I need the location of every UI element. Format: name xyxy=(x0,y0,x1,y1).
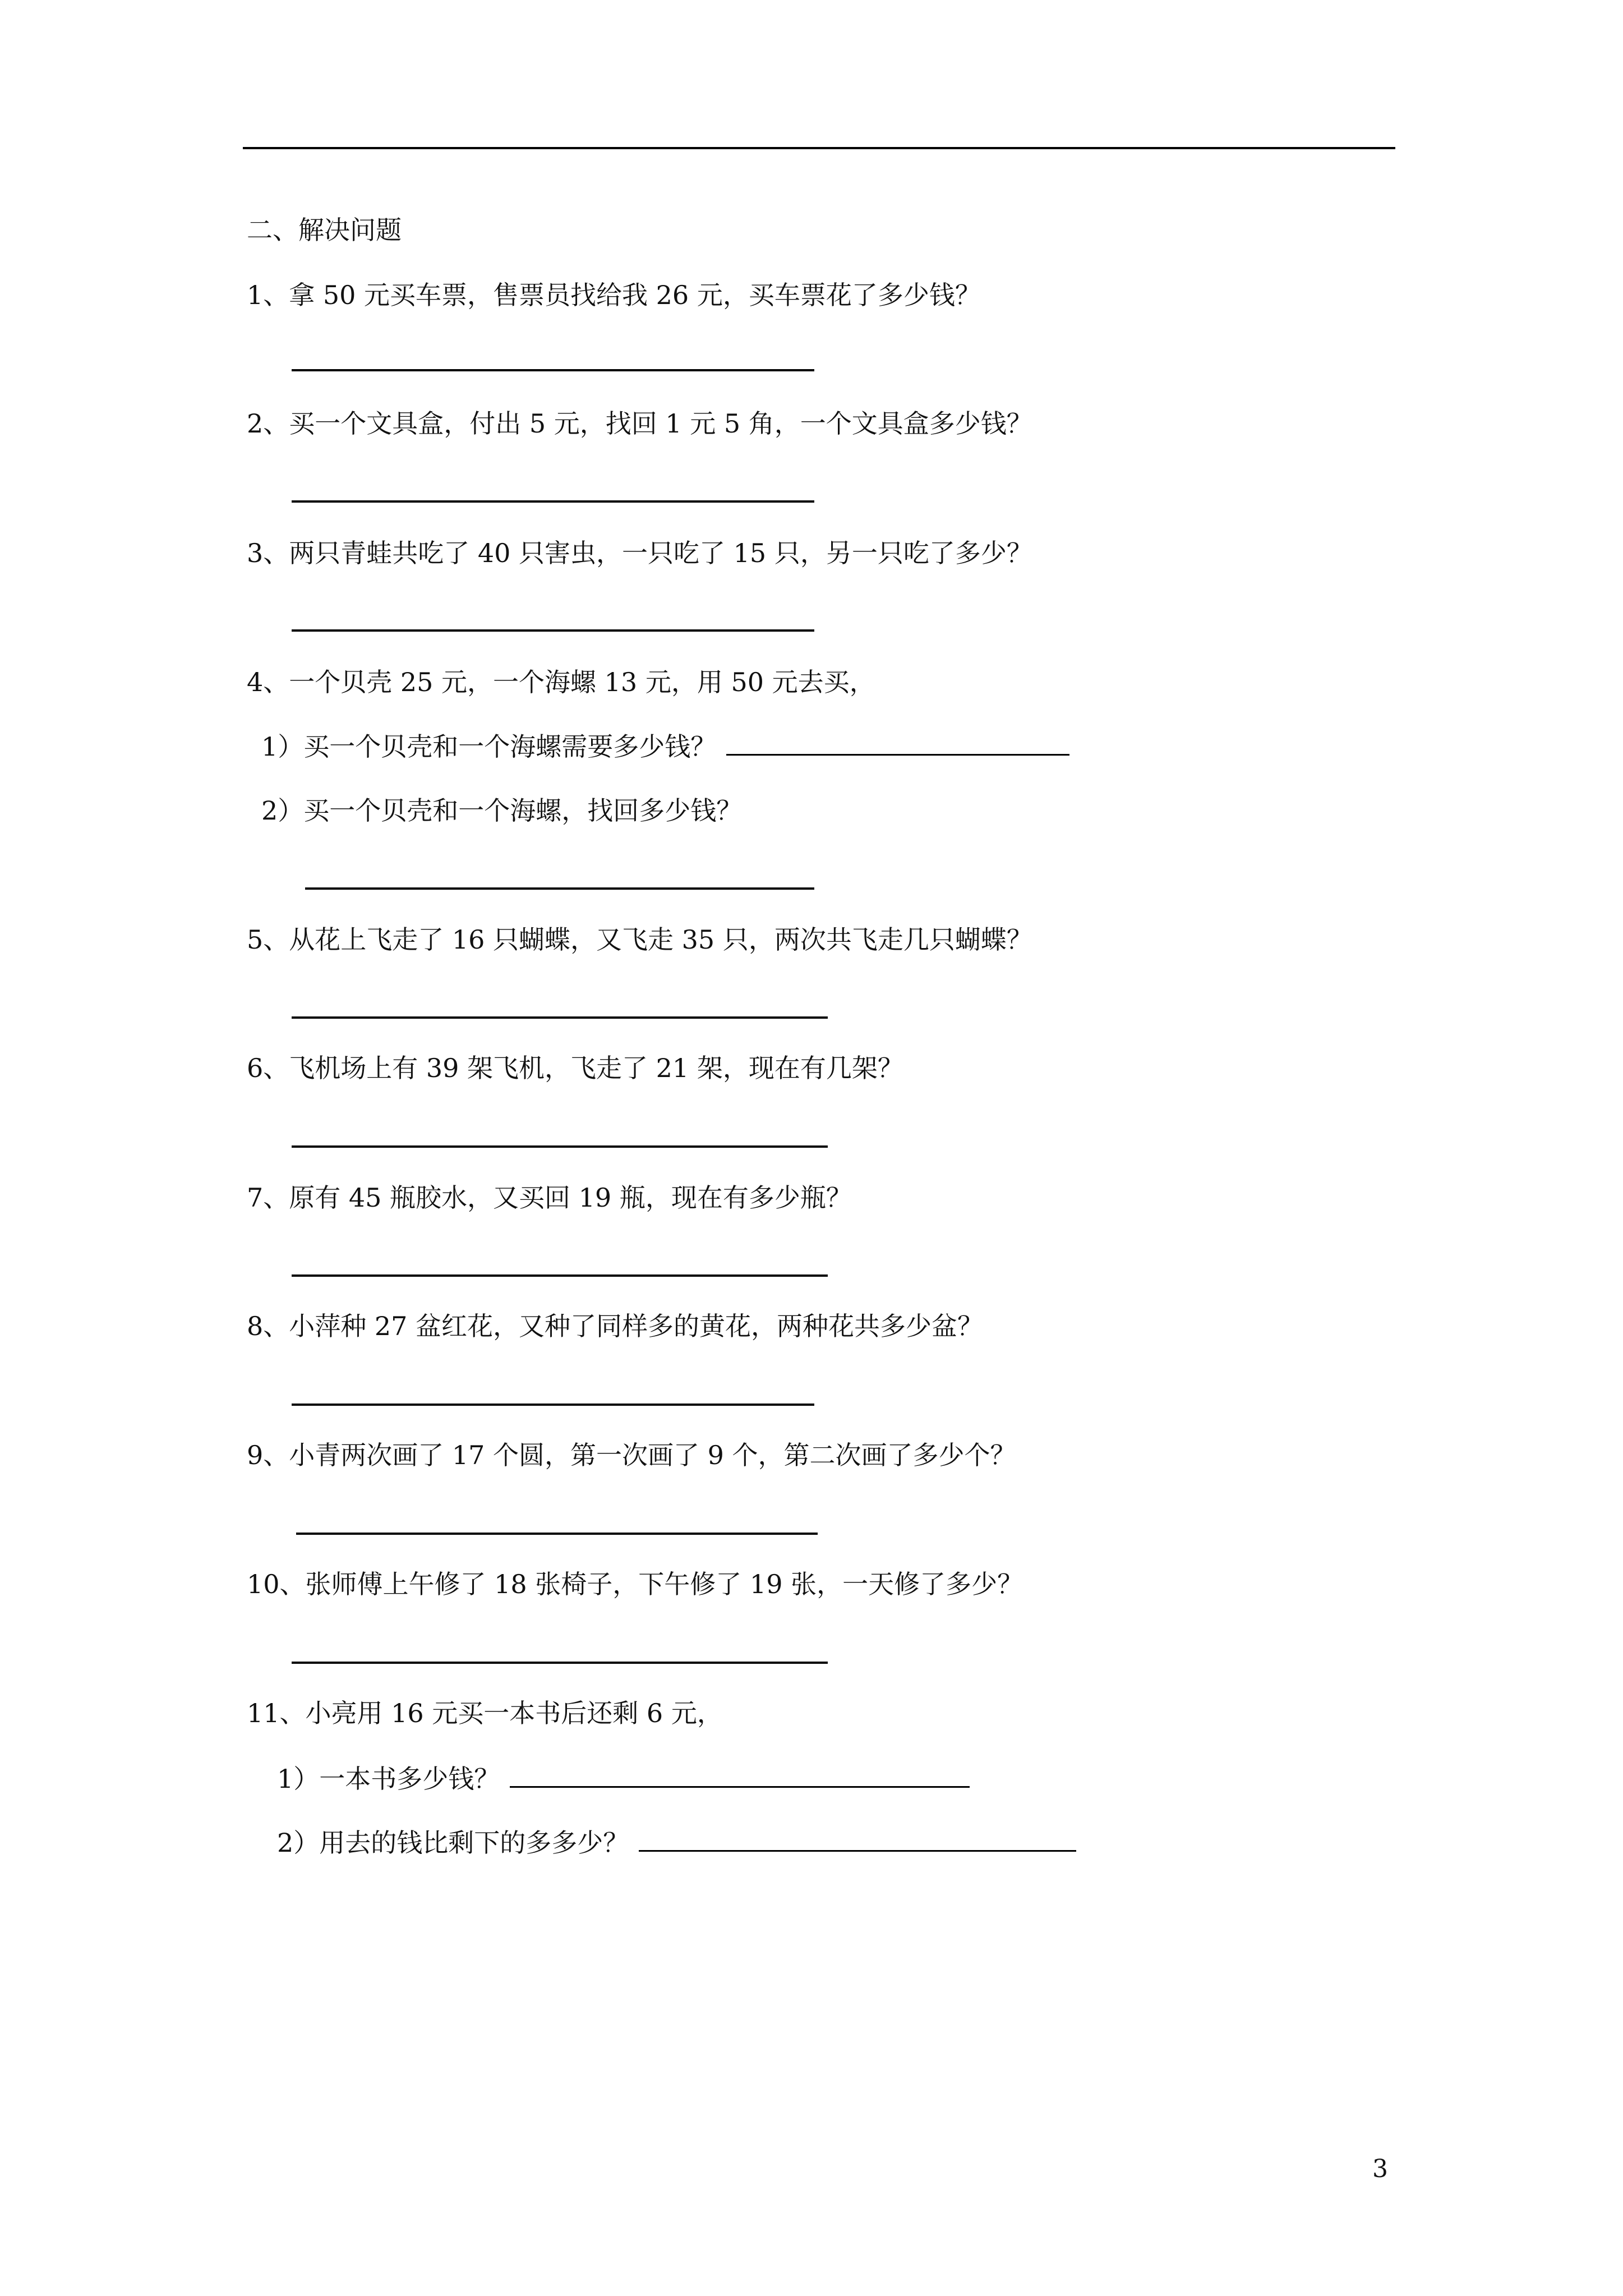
answer-blank-7[interactable] xyxy=(292,1274,828,1277)
section-title: 二、解决问题 xyxy=(247,215,402,245)
question-11-sub-1-text: 1）一本书多少钱？ xyxy=(277,1764,500,1794)
answer-blank-11-2[interactable] xyxy=(639,1825,1076,1852)
question-11-sub-1 xyxy=(277,1761,970,1796)
answer-blank-9[interactable] xyxy=(296,1533,818,1535)
answer-blank-5[interactable] xyxy=(292,1016,828,1019)
question-10: 10、张师傅上午修了 18 张椅子，下午修了 19 张，一天修了多少？ xyxy=(247,1569,1023,1599)
answer-blank-4-2[interactable] xyxy=(305,887,814,890)
question-4: 4、一个贝壳 25 元，一个海螺 13 元，用 50 元去买， xyxy=(247,667,875,697)
question-4-sub-1-text: 1）买一个贝壳和一个海螺需要多少钱？ xyxy=(261,731,717,762)
answer-blank-6[interactable] xyxy=(292,1145,828,1148)
question-4-sub-1 xyxy=(261,729,1069,763)
question-1: 1、拿 50 元买车票，售票员找给我 26 元，买车票花了多少钱？ xyxy=(247,280,981,310)
question-7: 7、原有 45 瓶胶水，又买回 19 瓶，现在有多少瓶？ xyxy=(247,1182,852,1213)
question-3: 3、两只青蛙共吃了 40 只害虫，一只吃了 15 只，另一只吃了多少？ xyxy=(247,538,1032,568)
question-5: 5、从花上飞走了 16 只蝴蝶，又飞走 35 只，两次共飞走几只蝴蝶？ xyxy=(247,924,1032,955)
question-11: 11、小亮用 16 元买一本书后还剩 6 元， xyxy=(247,1698,723,1728)
header-rule xyxy=(243,147,1395,149)
question-11-sub-2-text: 2）用去的钱比剩下的多多少？ xyxy=(277,1828,629,1858)
question-4-sub-2: 2）买一个贝壳和一个海螺，找回多少钱？ xyxy=(261,795,743,826)
answer-blank-4-1[interactable] xyxy=(726,729,1069,756)
question-6: 6、飞机场上有 39 架飞机，飞走了 21 架，现在有几架？ xyxy=(247,1053,903,1083)
answer-blank-8[interactable] xyxy=(292,1404,814,1406)
page-number: 3 xyxy=(1372,2155,1388,2183)
question-9: 9、小青两次画了 17 个圆，第一次画了 9 个，第二次画了多少个？ xyxy=(247,1440,1016,1470)
answer-blank-10[interactable] xyxy=(292,1662,828,1664)
answer-blank-11-1[interactable] xyxy=(510,1761,970,1788)
answer-blank-3[interactable] xyxy=(292,629,814,632)
answer-blank-2[interactable] xyxy=(292,500,814,503)
question-8: 8、小萍种 27 盆红花，又种了同样多的黄花，两种花共多少盆？ xyxy=(247,1311,984,1341)
answer-blank-1[interactable] xyxy=(292,369,814,371)
question-11-sub-2 xyxy=(277,1825,1076,1860)
question-2: 2、买一个文具盒，付出 5 元，找回 1 元 5 角，一个文具盒多少钱？ xyxy=(247,408,1032,439)
